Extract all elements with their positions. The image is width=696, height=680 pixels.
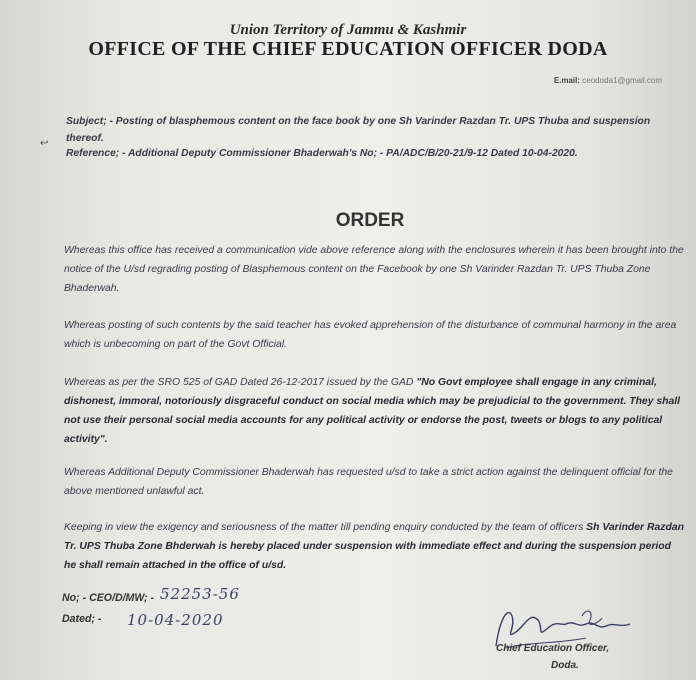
paragraph-3-text: Whereas as per the SRO 525 of GAD Dated 26-12-2017 issued by the GAD [64,377,417,388]
territory-heading: Union Territory of Jammu & Kashmir [229,22,467,38]
dated-label: Dated; - [62,613,102,625]
office-heading: OFFICE OF THE CHIEF EDUCATION OFFICER DODA [88,38,608,60]
paragraph-5-text: Keeping in view the exigency and seriousness of the matter till pending enquiry conducted by the team of officers [64,522,587,533]
email-label: E.mail: [553,76,581,85]
signatory-title: Chief Education Officer, [496,643,610,654]
margin-mark: ↩ [40,138,49,149]
order-title: ORDER [335,210,405,231]
reference-line: Reference; - Additional Deputy Commissioner Bhaderwah's No; - PA/ADC/B/20-21/9-12 Dated 10-04-2020. [66,148,578,159]
paragraph-2: Whereas posting of such contents by the said teacher has evoked apprehension of the disturbance of communal harmony in the area which is unbecoming on part of the Govt Official. [64,320,677,350]
paragraph-3 [64,373,684,449]
email-value: ceododa1@gmail.com [582,76,662,85]
paragraph-5-bold: Sh Varinder Razdan Tr. UPS Thuba Zone Bhderwah is hereby placed under suspension with immediate effect and during the suspension period he shall remain attached in the office of u/sd. [64,522,684,571]
subject-line: Subject; - Posting of blasphemous content on the face book by one Sh Varinder Razdan Tr. UPS Thuba and suspension thereof. [66,116,651,144]
paragraph-3-quote: "No Govt employee shall engage in any criminal, dishonest, immoral, notoriously disgraceful conduct on social media which may be prejudicial to the government. They shall not use their personal social media accounts for any political activity or endorse the post, tweets or blogs to any political activity". [64,377,681,445]
paragraph-5 [64,518,684,575]
signatory-place: Doda. [551,660,579,671]
paragraph-1: Whereas this office has received a communication vide above reference along with the enclosures wherein it has been brought into the notice of the U/sd regrading posting of Blasphemous content on the Facebook by one Sh Varinder Razdan Tr. UPS Thuba Zone Bhaderwah. [64,245,684,294]
email-line [554,76,662,85]
date-handwritten: 10-04-2020 [127,611,224,629]
order-number-label: No; - CEO/D/MW; - [62,592,154,604]
paragraph-4: Whereas Additional Deputy Commissioner Bhaderwah has requested u/sd to take a strict action against the delinquent official for the above mentioned unlawful act. [64,467,673,497]
order-number-handwritten: 52253-56 [160,585,240,603]
